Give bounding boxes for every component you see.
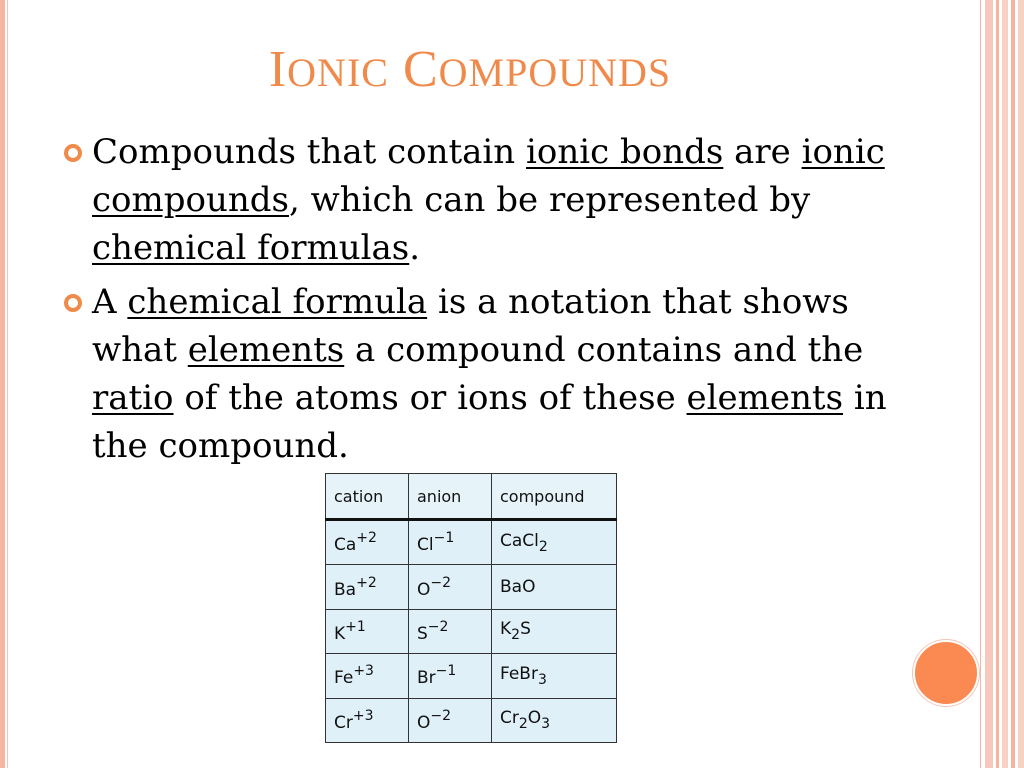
compound-element: BaO xyxy=(500,577,536,598)
table-row xyxy=(326,654,617,698)
decorative-circle xyxy=(913,640,979,706)
table-row xyxy=(326,609,617,653)
compound-subscript: 2 xyxy=(511,627,521,644)
left-border-line xyxy=(7,0,8,768)
cation-cell xyxy=(326,654,409,698)
compound-cell xyxy=(492,654,617,698)
cation-cell-symbol: Ba xyxy=(334,579,357,600)
compound-subscript: 2 xyxy=(518,716,528,733)
compound-cell xyxy=(492,698,617,742)
cation-cell-charge: +1 xyxy=(345,618,366,635)
bullet-list xyxy=(60,128,900,476)
term-chemical-formula: chemical formula xyxy=(127,282,428,322)
right-stripe xyxy=(1011,0,1015,768)
anion-cell-charge: −1 xyxy=(435,663,457,680)
left-border xyxy=(0,0,5,768)
compound-element: K xyxy=(500,619,512,640)
table-row xyxy=(326,698,617,742)
table-body xyxy=(326,520,617,743)
compound-subscript: 3 xyxy=(541,716,551,733)
cation-cell-symbol: Cr xyxy=(334,712,353,733)
column-header-anion: anion xyxy=(409,474,492,520)
compound-cell xyxy=(492,565,617,609)
cation-cell-symbol: Fe xyxy=(334,668,354,689)
bullet-item: A chemical formula is a notation that shows what elements a compound contains and the ratio of the atoms or ions of these elements in the compound. xyxy=(60,278,900,470)
cation-cell xyxy=(326,698,409,742)
bullet-item: Compounds that contain ionic bonds are ionic compounds, which can be represented by chemical formulas. xyxy=(60,128,900,272)
term-elements: elements xyxy=(686,378,844,418)
compound-element: CaCl xyxy=(500,530,539,551)
cation-cell-symbol: Ca xyxy=(334,535,357,556)
term-chemical-formulas: chemical formulas xyxy=(92,228,410,268)
right-stripe xyxy=(985,0,993,768)
compound-element: O xyxy=(527,708,542,729)
bullet-ring-icon xyxy=(64,144,82,162)
compound-element: FeBr xyxy=(500,663,538,684)
term-ionic-bonds: ionic bonds xyxy=(526,132,724,172)
term-elements: elements xyxy=(187,330,345,370)
cation-cell-charge: +3 xyxy=(352,707,374,724)
anion-cell-charge: −2 xyxy=(430,707,452,724)
anion-cell-symbol: O xyxy=(417,579,431,600)
right-stripe xyxy=(1018,0,1024,768)
compound-element: S xyxy=(520,619,531,640)
compound-subscript: 2 xyxy=(538,538,548,555)
cation-cell-symbol: K xyxy=(334,623,346,644)
right-stripe xyxy=(996,0,999,768)
table-row xyxy=(326,565,617,609)
anion-cell xyxy=(409,565,492,609)
cation-cell-charge: +3 xyxy=(353,663,374,680)
anion-cell xyxy=(409,520,492,565)
cation-cell xyxy=(326,609,409,653)
cation-cell-charge: +2 xyxy=(356,574,377,591)
anion-cell-charge: −1 xyxy=(433,530,455,547)
cation-cell-charge: +2 xyxy=(356,530,377,547)
cation-cell xyxy=(326,520,409,565)
bullet-ring-icon xyxy=(64,294,82,312)
anion-cell xyxy=(409,698,492,742)
anion-cell-symbol: Br xyxy=(417,668,436,689)
table-row xyxy=(326,520,617,565)
slide-title: IONIC COMPOUNDS xyxy=(268,41,672,98)
column-header-compound: compound xyxy=(492,474,617,520)
compound-cell xyxy=(492,609,617,653)
right-stripe xyxy=(980,0,981,768)
anion-cell xyxy=(409,654,492,698)
anion-cell xyxy=(409,609,492,653)
table-header-row xyxy=(326,474,617,520)
right-stripe xyxy=(1002,0,1008,768)
column-header-cation: cation xyxy=(326,474,409,520)
compound-cell xyxy=(492,520,617,565)
compound-element: Cr xyxy=(500,708,519,729)
term-ratio: ratio xyxy=(92,378,174,418)
term-ionic-compounds: ionic compounds xyxy=(92,132,885,220)
anion-cell-symbol: Cl xyxy=(417,535,434,556)
compound-subscript: 3 xyxy=(537,671,547,688)
anion-cell-charge: −2 xyxy=(427,618,449,635)
anion-cell-charge: −2 xyxy=(430,574,452,591)
anion-cell-symbol: S xyxy=(417,623,428,644)
cation-cell xyxy=(326,565,409,609)
anion-cell-symbol: O xyxy=(417,712,431,733)
ionic-compounds-table xyxy=(325,473,617,743)
